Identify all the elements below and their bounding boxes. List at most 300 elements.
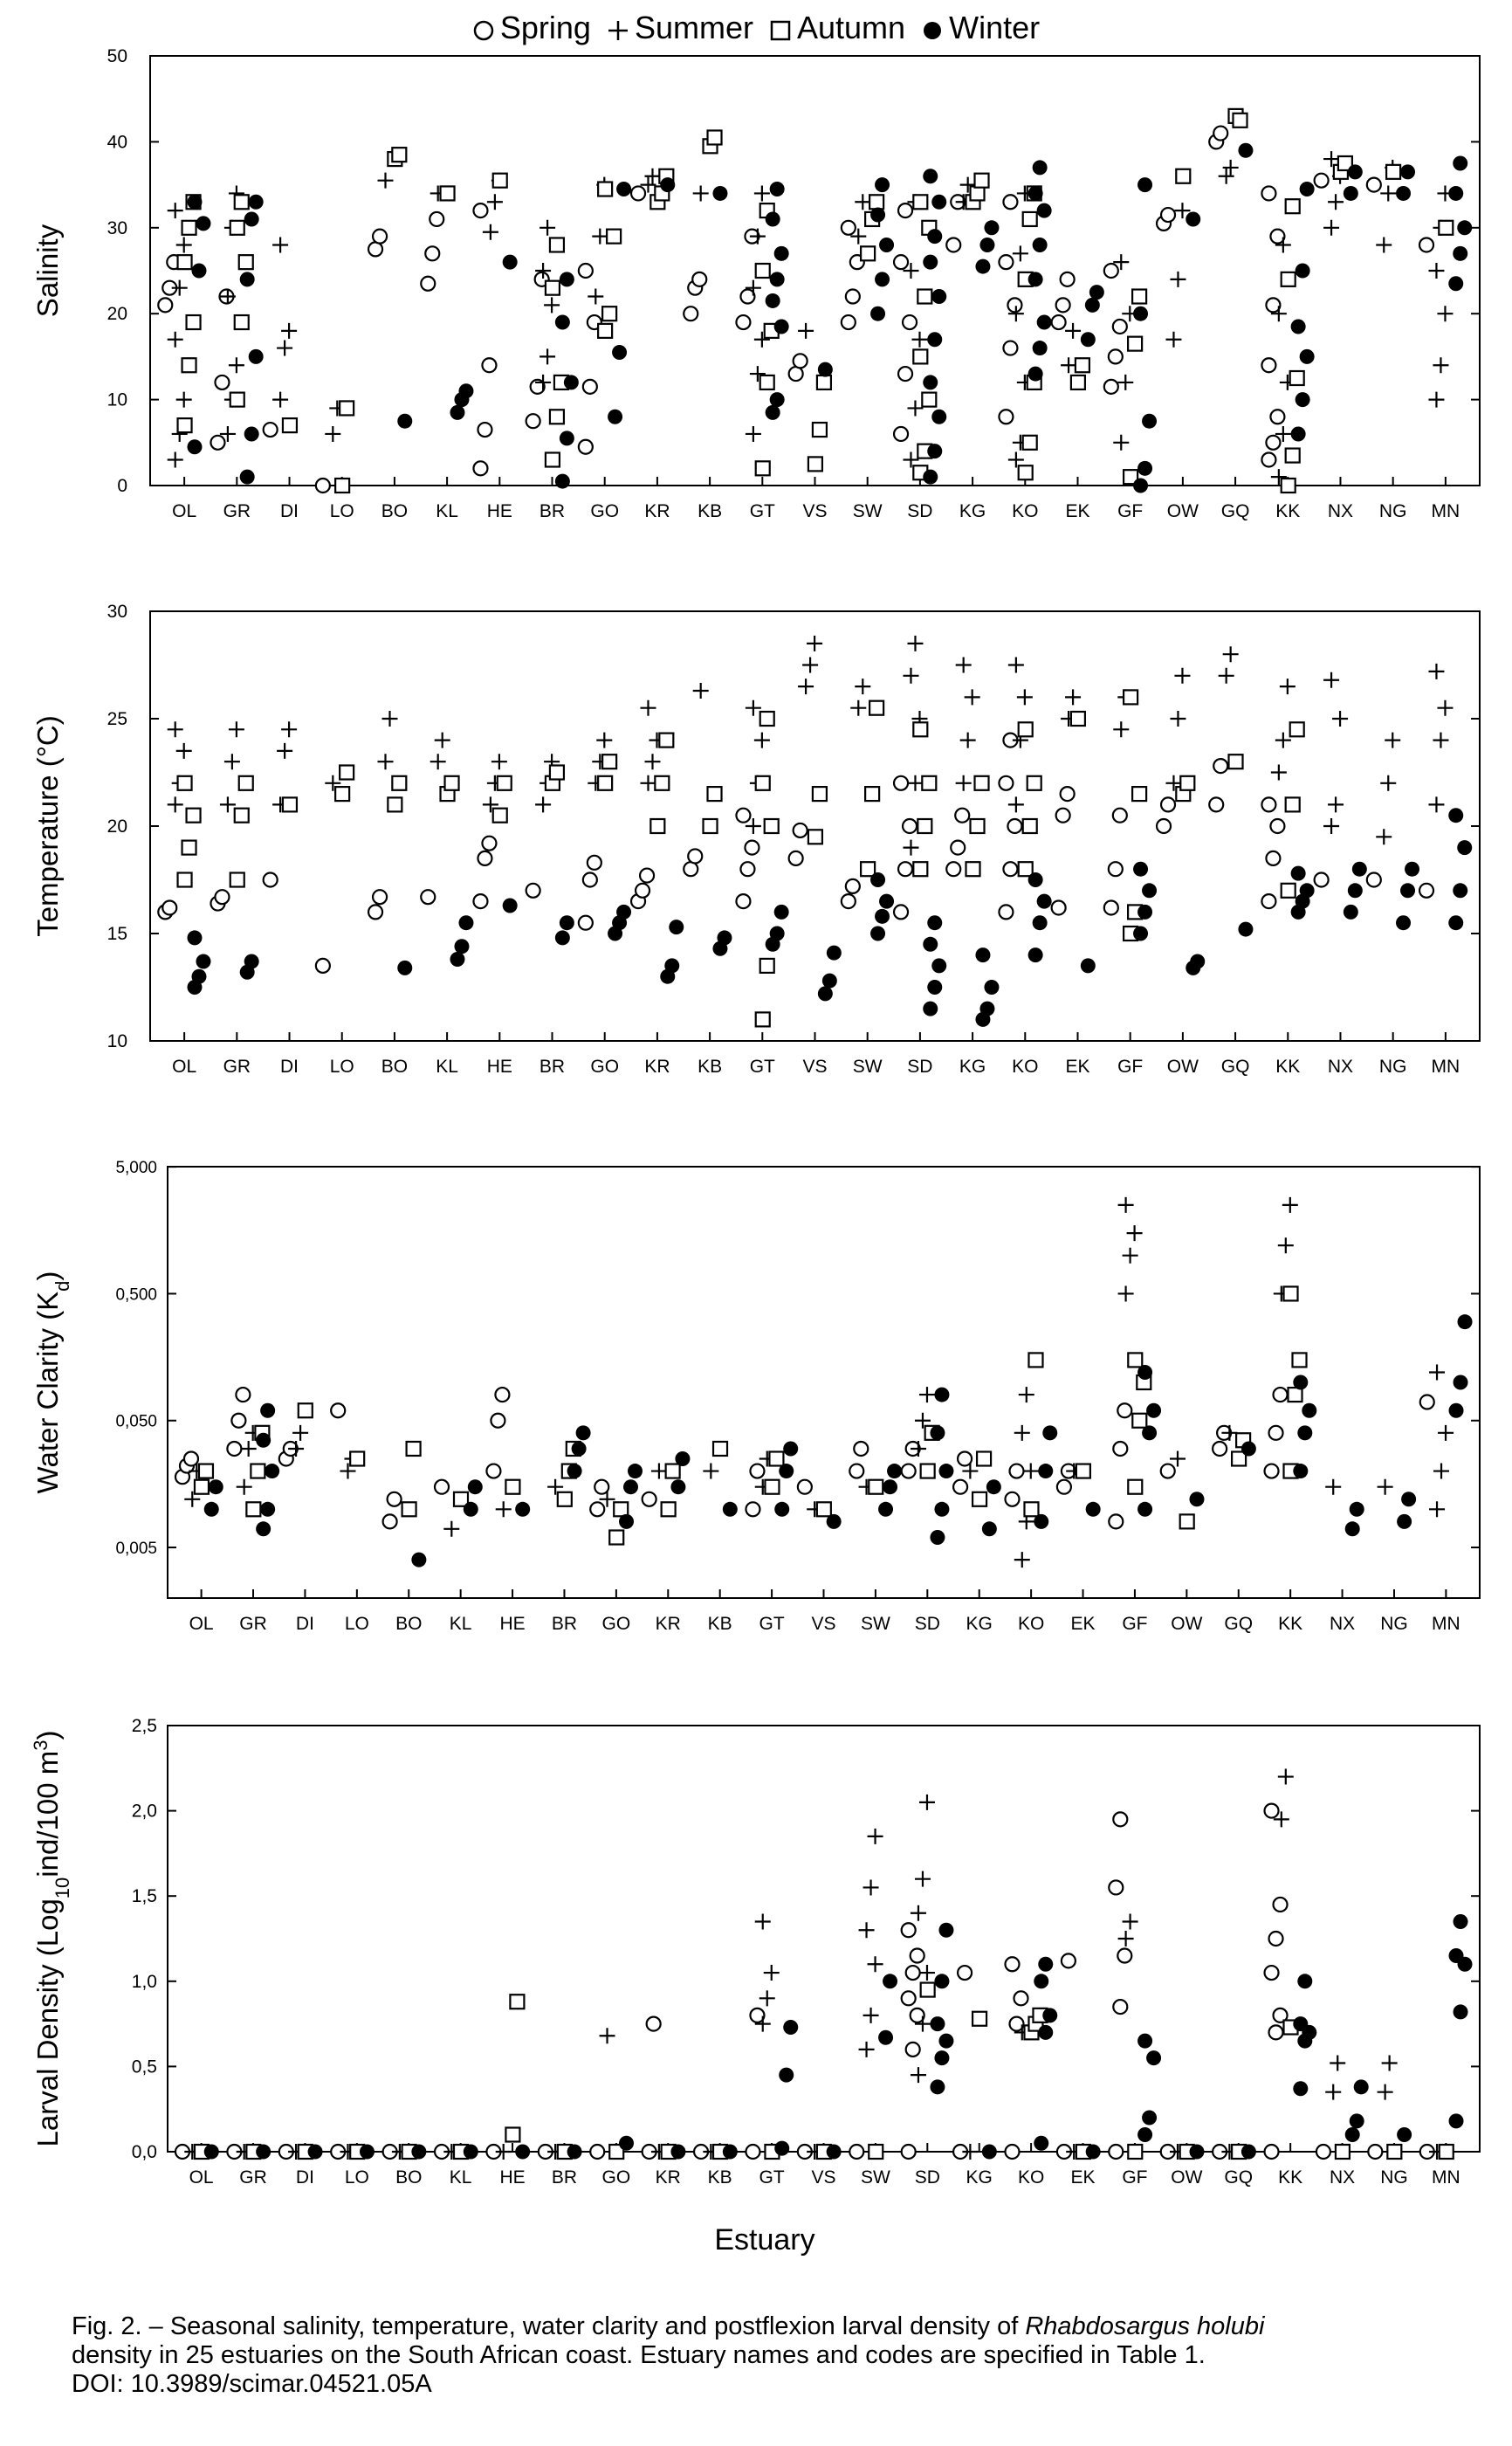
point-winter — [515, 2145, 530, 2160]
x-tick-label: SD — [914, 1614, 940, 1634]
point-summer — [1223, 646, 1239, 662]
point-winter — [875, 909, 890, 924]
point-autumn — [760, 376, 774, 389]
point-summer — [168, 332, 183, 348]
point-autumn — [1180, 776, 1194, 790]
point-spring — [688, 849, 702, 863]
point-autumn — [765, 819, 779, 833]
point-winter — [555, 315, 570, 330]
point-autumn — [335, 479, 349, 493]
point-summer — [911, 1905, 926, 1921]
x-tick-label: OW — [1166, 501, 1199, 521]
x-tick-label: KG — [966, 1614, 993, 1634]
point-summer — [1008, 796, 1024, 812]
point-spring — [894, 427, 908, 441]
x-tick-label: GQ — [1220, 501, 1250, 521]
point-winter — [1241, 2145, 1256, 2160]
point-autumn — [230, 221, 244, 235]
point-autumn — [913, 862, 927, 876]
point-spring — [1265, 1966, 1279, 1980]
point-winter — [623, 1479, 638, 1494]
x-tick-label: NG — [1380, 2167, 1408, 2188]
point-summer — [1378, 2084, 1393, 2100]
point-winter — [1033, 160, 1048, 175]
y-tick-label: 10 — [107, 1031, 127, 1051]
point-winter — [1137, 1502, 1152, 1517]
point-spring — [383, 1514, 397, 1528]
point-winter — [187, 195, 202, 210]
point-winter — [923, 255, 938, 270]
x-tick-label: GR — [223, 1057, 251, 1077]
point-summer — [693, 185, 709, 201]
point-spring — [789, 367, 803, 381]
point-autumn — [869, 1480, 883, 1494]
point-winter — [923, 470, 938, 485]
point-spring — [421, 277, 435, 291]
point-winter — [204, 1502, 219, 1517]
point-spring — [745, 841, 759, 855]
point-winter — [1293, 1375, 1308, 1390]
x-tick-label: LO — [344, 2167, 369, 2188]
point-autumn — [756, 776, 770, 790]
point-winter — [979, 238, 994, 252]
point-spring — [264, 423, 278, 437]
point-summer — [1428, 263, 1444, 279]
point-summer — [1174, 668, 1190, 684]
point-spring — [1056, 298, 1070, 312]
x-tick-label: KK — [1278, 1614, 1303, 1634]
point-autumn — [1076, 1464, 1090, 1478]
x-tick-label: GQ — [1220, 1057, 1250, 1077]
point-summer — [1385, 733, 1400, 748]
point-summer — [1123, 1248, 1138, 1264]
point-summer — [540, 220, 555, 236]
x-tick-label: GO — [590, 1057, 620, 1077]
point-summer — [1065, 689, 1081, 705]
point-winter — [1142, 883, 1157, 898]
point-autumn — [1128, 2145, 1142, 2159]
point-winter — [1302, 1403, 1316, 1418]
point-winter — [670, 2145, 685, 2160]
point-autumn — [1282, 884, 1296, 898]
point-autumn — [1128, 337, 1142, 351]
point-autumn — [182, 358, 196, 372]
point-spring — [1420, 1395, 1434, 1409]
x-tick-label: SW — [852, 1057, 883, 1077]
point-spring — [1266, 851, 1280, 865]
point-spring — [1113, 1812, 1127, 1826]
point-winter — [1038, 1464, 1053, 1478]
point-winter — [260, 1502, 275, 1517]
point-autumn — [1180, 1514, 1194, 1528]
point-winter — [1190, 954, 1205, 968]
point-spring — [236, 1388, 250, 1402]
point-winter — [827, 1514, 842, 1529]
point-summer — [1127, 1225, 1143, 1241]
point-winter — [870, 208, 885, 223]
point-summer — [1023, 1464, 1039, 1479]
point-winter — [256, 2145, 271, 2160]
x-tick-label: OL — [189, 2167, 214, 2188]
point-spring — [1117, 1403, 1131, 1417]
point-winter — [567, 2145, 582, 2160]
y-tick-label: 10 — [107, 389, 127, 410]
point-summer — [1017, 689, 1033, 705]
point-spring — [903, 819, 917, 833]
point-winter — [1296, 392, 1310, 407]
x-tick-label: VS — [802, 1057, 828, 1077]
x-tick-label: BO — [381, 1057, 409, 1077]
point-winter — [411, 2145, 426, 2160]
point-spring — [911, 1949, 924, 1963]
point-winter — [567, 1464, 582, 1478]
point-winter — [1028, 947, 1043, 962]
point-autumn — [913, 722, 927, 736]
point-autumn — [861, 246, 875, 260]
x-tick-label: KG — [959, 501, 986, 521]
point-spring — [1003, 195, 1017, 209]
point-winter — [191, 969, 206, 984]
point-winter — [1350, 1502, 1364, 1517]
point-spring — [1368, 2145, 1382, 2159]
point-autumn — [1132, 290, 1146, 304]
point-summer — [443, 1521, 459, 1537]
point-spring — [435, 1480, 449, 1494]
point-spring — [1005, 1492, 1019, 1506]
legend-summer-label: Summer — [634, 10, 753, 45]
point-winter — [984, 220, 999, 235]
x-tick-label: EK — [1065, 1057, 1090, 1077]
x-tick-label: DI — [280, 1057, 299, 1077]
point-summer — [1223, 160, 1239, 176]
point-spring — [946, 238, 960, 251]
point-autumn — [975, 174, 989, 188]
point-winter — [560, 272, 574, 286]
point-spring — [1161, 1464, 1175, 1478]
point-winter — [766, 405, 780, 420]
point-summer — [907, 400, 923, 416]
point-winter — [975, 259, 990, 274]
point-summer — [1433, 733, 1448, 748]
point-summer — [1008, 658, 1024, 673]
point-spring — [999, 905, 1013, 919]
point-winter — [464, 2145, 478, 2160]
x-tick-label: SW — [860, 1614, 890, 1634]
point-winter — [770, 927, 785, 941]
point-spring — [162, 900, 176, 914]
point-summer — [640, 775, 656, 791]
point-autumn — [869, 2145, 883, 2159]
point-autumn — [1439, 221, 1453, 235]
point-autumn — [650, 819, 664, 833]
point-spring — [736, 809, 750, 823]
point-winter — [1038, 2025, 1053, 2040]
x-tick-label: SW — [852, 501, 883, 521]
point-autumn — [1132, 1414, 1146, 1428]
point-winter — [723, 1502, 738, 1517]
point-winter — [458, 383, 473, 398]
point-winter — [934, 1502, 949, 1517]
point-autumn — [614, 1502, 628, 1516]
x-tick-label: DI — [295, 1614, 314, 1634]
chart-panel-4 — [30, 1716, 1481, 2188]
point-winter — [191, 264, 206, 279]
y-axis-title: Temperature (°C) — [31, 715, 64, 937]
point-summer — [1118, 1285, 1134, 1301]
point-spring — [1104, 900, 1118, 914]
point-winter — [450, 952, 464, 967]
point-winter — [1133, 927, 1148, 941]
point-winter — [1034, 1974, 1048, 1988]
point-autumn — [971, 186, 985, 200]
point-summer — [754, 733, 770, 748]
point-winter — [1028, 367, 1043, 382]
point-winter — [1300, 182, 1315, 196]
point-winter — [576, 1425, 591, 1440]
point-spring — [736, 894, 750, 908]
point-autumn — [1286, 449, 1300, 463]
point-winter — [931, 958, 946, 973]
x-tick-label: KG — [966, 2167, 993, 2188]
point-spring — [1213, 1442, 1227, 1456]
y-tick-label: 2,0 — [131, 1801, 157, 1822]
point-autumn — [505, 1480, 519, 1494]
point-summer — [956, 775, 972, 791]
point-winter — [930, 1530, 945, 1545]
point-summer — [592, 229, 608, 245]
point-winter — [1033, 915, 1048, 930]
point-autumn — [388, 797, 402, 811]
y-tick-label: 40 — [107, 132, 127, 153]
x-tick-label: GQ — [1224, 2167, 1254, 2188]
y-tick-label: 20 — [107, 816, 127, 837]
x-tick-label: OW — [1166, 1057, 1199, 1077]
point-autumn — [195, 1480, 209, 1494]
point-winter — [923, 169, 938, 183]
point-winter — [818, 362, 833, 377]
x-tick-label: KG — [959, 1057, 986, 1077]
point-spring — [1261, 797, 1275, 811]
y-tick-label: 1,5 — [131, 1886, 157, 1907]
point-autumn — [922, 776, 936, 790]
point-summer — [907, 636, 923, 651]
point-autumn — [869, 701, 883, 715]
point-summer — [596, 733, 612, 748]
point-spring — [894, 905, 908, 919]
point-spring — [1057, 1480, 1071, 1494]
point-spring — [794, 823, 808, 837]
point-spring — [1315, 873, 1329, 887]
point-spring — [898, 862, 912, 876]
point-spring — [1274, 1898, 1288, 1912]
point-winter — [770, 392, 785, 407]
point-spring — [373, 890, 387, 904]
x-axis-title: Estuary — [714, 2223, 815, 2257]
point-summer — [1380, 775, 1396, 791]
point-winter — [766, 293, 780, 308]
point-summer — [1433, 357, 1448, 373]
point-spring — [842, 221, 856, 235]
point-winter — [879, 894, 894, 909]
point-spring — [1062, 1953, 1076, 1967]
point-autumn — [769, 1451, 783, 1465]
point-spring — [1419, 238, 1433, 251]
x-tick-label: HE — [499, 1614, 526, 1634]
x-tick-label: HE — [486, 501, 512, 521]
point-winter — [1028, 872, 1043, 887]
point-spring — [798, 1480, 812, 1494]
point-spring — [478, 851, 491, 865]
point-spring — [590, 2145, 604, 2159]
point-spring — [684, 307, 698, 320]
x-tick-label: OW — [1171, 1614, 1203, 1634]
point-spring — [1104, 380, 1118, 394]
point-autumn — [1023, 819, 1037, 833]
point-summer — [1323, 818, 1339, 834]
point-autumn — [199, 1464, 213, 1478]
point-spring — [902, 1991, 916, 2005]
x-tick-label: GF — [1122, 2167, 1148, 2188]
point-spring — [331, 1403, 345, 1417]
y-axis-title: Salinity — [31, 224, 64, 318]
point-spring — [1014, 1991, 1027, 2005]
point-spring — [643, 1492, 656, 1506]
point-autumn — [246, 1502, 260, 1516]
point-winter — [1037, 894, 1052, 909]
point-autumn — [550, 410, 564, 424]
point-autumn — [546, 281, 560, 295]
point-autumn — [1028, 1353, 1042, 1367]
point-spring — [1007, 819, 1021, 833]
x-tick-label: MN — [1431, 1057, 1460, 1077]
point-autumn — [1282, 479, 1296, 493]
x-tick-label: GT — [759, 1614, 785, 1634]
point-spring — [999, 410, 1013, 424]
point-winter — [1133, 862, 1148, 877]
point-winter — [1137, 2127, 1152, 2142]
point-winter — [870, 307, 885, 321]
point-winter — [1293, 1464, 1308, 1478]
point-spring — [583, 873, 597, 887]
point-autumn — [1019, 862, 1033, 876]
point-winter — [1086, 2145, 1101, 2160]
point-autumn — [913, 195, 927, 209]
point-summer — [540, 348, 555, 364]
point-summer — [1282, 1197, 1298, 1213]
point-spring — [999, 776, 1013, 790]
x-tick-label: NX — [1327, 1057, 1354, 1077]
point-spring — [750, 1464, 764, 1478]
point-winter — [1186, 211, 1200, 226]
point-winter — [883, 1974, 897, 1988]
x-tick-label: BO — [381, 501, 409, 521]
point-autumn — [598, 183, 612, 196]
x-tick-label: MN — [1432, 1614, 1460, 1634]
point-summer — [1278, 1237, 1294, 1253]
point-summer — [651, 1464, 667, 1479]
x-tick-label: NG — [1378, 1057, 1407, 1077]
point-winter — [1350, 2113, 1364, 2128]
point-summer — [1437, 700, 1453, 716]
point-winter — [934, 1388, 949, 1402]
point-summer — [168, 451, 183, 467]
x-tick-label: KL — [436, 501, 458, 521]
caption-doi: DOI: 10.3989/scimar.04521.05A — [72, 2370, 432, 2398]
point-autumn — [1293, 1353, 1307, 1367]
point-winter — [1400, 883, 1415, 898]
point-autumn — [808, 457, 822, 471]
point-spring — [482, 837, 496, 851]
point-winter — [1137, 177, 1152, 192]
point-winter — [779, 2068, 794, 2083]
figure-caption — [72, 2312, 1468, 2399]
point-winter — [1296, 264, 1310, 279]
chart-panel-1 — [31, 46, 1480, 521]
point-autumn — [558, 1492, 572, 1506]
point-winter — [723, 2145, 738, 2160]
point-spring — [1113, 2000, 1127, 2014]
point-spring — [1056, 809, 1070, 823]
point-spring — [495, 1388, 509, 1402]
point-spring — [842, 315, 856, 329]
point-summer — [903, 840, 918, 856]
point-winter — [1297, 1974, 1312, 1988]
x-tick-label: BO — [395, 2167, 423, 2188]
point-winter — [187, 930, 202, 945]
point-spring — [854, 1442, 868, 1456]
plot-frame — [168, 1167, 1480, 1598]
point-spring — [373, 230, 387, 244]
point-spring — [746, 2145, 759, 2159]
point-autumn — [178, 776, 192, 790]
point-spring — [1113, 809, 1127, 823]
point-summer — [496, 1501, 512, 1517]
point-winter — [411, 1553, 426, 1568]
point-winter — [827, 946, 842, 961]
point-spring — [1213, 127, 1227, 141]
point-summer — [281, 323, 297, 339]
point-winter — [1291, 426, 1306, 441]
point-summer — [1271, 765, 1287, 781]
point-winter — [1348, 164, 1363, 179]
point-summer — [292, 1425, 308, 1441]
point-spring — [898, 203, 912, 217]
point-autumn — [921, 1983, 935, 1997]
point-autumn — [1282, 272, 1296, 286]
point-winter — [982, 2145, 997, 2160]
point-spring — [227, 1442, 241, 1456]
point-winter — [1146, 2050, 1161, 2065]
point-winter — [240, 470, 255, 485]
point-autumn — [178, 255, 192, 269]
point-spring — [316, 479, 330, 493]
point-autumn — [187, 315, 201, 329]
point-autumn — [609, 1531, 623, 1545]
point-winter — [1137, 461, 1152, 476]
point-summer — [1328, 796, 1344, 812]
point-summer — [176, 392, 192, 408]
point-summer — [1118, 1931, 1134, 1946]
point-winter — [1042, 1425, 1057, 1440]
point-autumn — [1386, 165, 1400, 179]
point-winter — [1449, 2113, 1464, 2128]
point-winter — [669, 920, 684, 934]
point-spring — [1061, 272, 1075, 286]
y-tick-label: 30 — [107, 602, 127, 622]
point-autumn — [493, 809, 507, 823]
x-tick-label: KR — [644, 501, 670, 521]
point-autumn — [230, 393, 244, 407]
